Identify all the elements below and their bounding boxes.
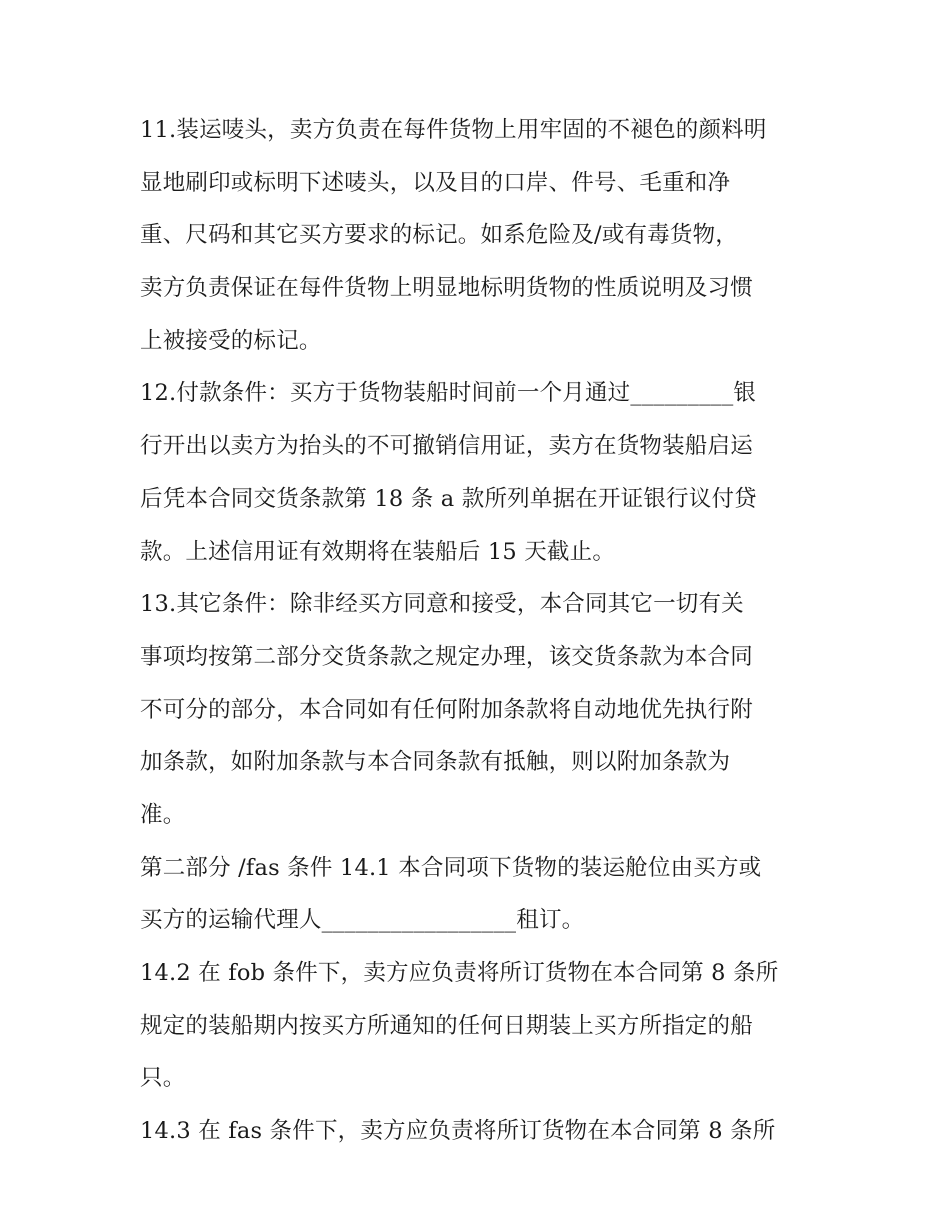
text-line: 不可分的部分，本合同如有任何附加条款将自动地优先执行附 [140, 696, 753, 723]
text-line: 显地刷印或标明下述唛头，以及目的口岸、件号、毛重和净 [140, 169, 731, 196]
document-page [140, 104, 820, 1158]
text-line: 重、尺码和其它买方要求的标记。如系危险及/或有毒货物， [140, 222, 738, 249]
text-line: 行开出以卖方为抬头的不可撤销信用证，卖方在货物装船启运 [140, 433, 753, 460]
text-line: 11.装运唛头，卖方负责在每件货物上用牢固的不褪色的颜料明 [140, 117, 767, 143]
text-line: 第二部分 /fas 条件 14.1 本合同项下货物的装运舱位由买方或 [140, 854, 762, 881]
text-line: 款。上述信用证有效期将在装船后 15 天截止。 [140, 538, 616, 565]
text-line: 上被接受的标记。 [140, 327, 322, 354]
text-line: 卖方负责保证在每件货物上明显地标明货物的性质说明及习惯 [140, 275, 753, 302]
text-line: 事项均按第二部分交货条款之规定办理，该交货条款为本合同 [140, 643, 753, 670]
text-line: 买方的运输代理人_________________租订。 [140, 907, 585, 934]
text-line: 加条款，如附加条款与本合同条款有抵触，则以附加条款为 [140, 749, 731, 776]
text-line: 只。 [140, 1065, 186, 1092]
text-line: 14.3 在 fas 条件下，卖方应负责将所订货物在本合同第 8 条所 [140, 1118, 776, 1145]
text-line: 准。 [140, 801, 186, 828]
text-line: 规定的装船期内按买方所通知的任何日期装上买方所指定的船 [140, 1012, 753, 1039]
text-line: 14.2 在 fob 条件下，卖方应负责将所订货物在本合同第 8 条所 [140, 960, 779, 986]
text-line: 后凭本合同交货条款第 18 条 a 款所列单据在开证银行议付贷 [140, 485, 757, 512]
text-line: 13.其它条件：除非经买方同意和接受，本合同其它一切有关 [140, 591, 744, 618]
text-line: 12.付款条件：买方于货物装船时间前一个月通过_________银 [140, 380, 757, 407]
